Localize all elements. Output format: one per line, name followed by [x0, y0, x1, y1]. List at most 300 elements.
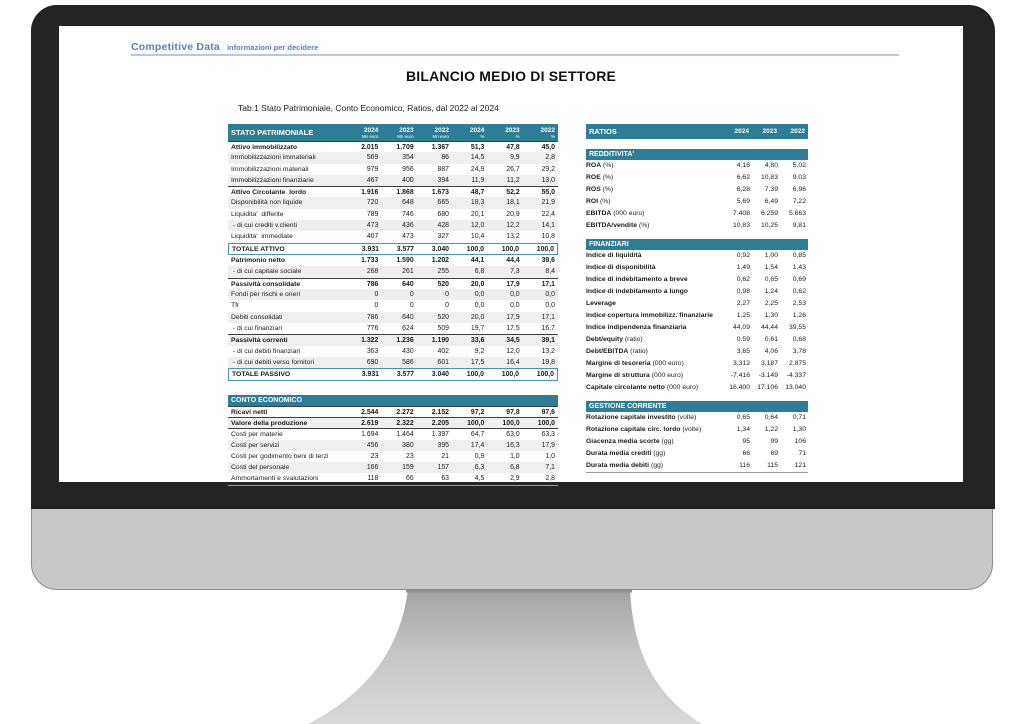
brand-name: Competitive Data — [131, 41, 220, 53]
table-row — [586, 460, 808, 472]
cell-value: 20,1 — [470, 210, 485, 218]
cell-value: 720 — [366, 199, 379, 207]
column-header — [452, 127, 487, 139]
cell-value: 9,2 — [474, 347, 485, 355]
row-label: Indice di indebitamento a lungo — [586, 288, 688, 295]
stato-patrimoniale-header — [228, 124, 558, 141]
column-header — [346, 127, 381, 139]
table-row — [228, 428, 558, 439]
cell-value: 13,2 — [541, 347, 555, 355]
row-label: Indice copertura immobilizz. finanziarie — [586, 312, 713, 319]
table-row — [228, 300, 558, 311]
cell-value: 118 — [367, 475, 379, 483]
cell-value: 3.577 — [396, 245, 414, 253]
cell-value: 9,9 — [510, 154, 520, 162]
cell-value: 601 — [437, 358, 449, 366]
table-row — [228, 175, 558, 186]
cell-value: 6,3 — [474, 464, 485, 472]
cell-value: 14,5 — [470, 154, 485, 162]
table-row — [586, 196, 808, 208]
row-label: Valore della produzione — [231, 419, 308, 427]
cell-value: 0,68 — [792, 336, 806, 343]
cell-value: 0 — [409, 291, 414, 299]
cell-value: 34,5 — [506, 337, 520, 345]
cell-value: 13.040 — [785, 384, 806, 391]
cell-value: 100,0 — [467, 419, 485, 427]
cell-value: 11,2 — [506, 176, 520, 184]
cell-value: 100,0 — [466, 245, 484, 253]
balance-sheet-column — [228, 124, 558, 486]
column-year: 2022 — [790, 128, 805, 135]
row-label: Costi per godimento beni di terzi — [231, 452, 329, 460]
table-row — [228, 462, 558, 473]
cell-value: 268 — [366, 268, 379, 276]
cell-value: 99 — [770, 438, 778, 445]
table-row — [228, 278, 558, 289]
cell-value: 0,69 — [792, 276, 806, 283]
column-header — [417, 127, 452, 139]
cell-value: 44,4 — [506, 257, 520, 265]
cell-value: 1,34 — [736, 426, 750, 433]
row-label: Durata media debiti (gg) — [586, 462, 664, 469]
cell-value: 52,2 — [506, 189, 520, 197]
stato-patrimoniale-body — [228, 141, 558, 381]
cell-value: 45,0 — [541, 144, 555, 151]
cell-value: 63,0 — [506, 431, 520, 439]
cell-value: 3.577 — [396, 371, 414, 379]
row-label: Rotazione capitale circ. lordo (volte) — [586, 426, 702, 433]
cell-value: 0,9 — [474, 452, 485, 460]
stand-neck — [308, 590, 702, 724]
table-row — [586, 250, 808, 262]
cell-value: 10,25 — [760, 222, 778, 229]
row-label: ROI (%) — [586, 198, 611, 205]
cell-value: 327 — [437, 233, 449, 241]
cell-value: 3.040 — [431, 371, 449, 379]
cell-value: 63 — [441, 475, 449, 483]
cell-value: 100,0 — [537, 419, 555, 427]
cell-value: 106 — [794, 438, 806, 445]
cell-value: 17,5 — [506, 324, 520, 332]
brand-logo — [131, 37, 318, 55]
cell-value: 3.312 — [732, 360, 750, 367]
column-year: 2024 — [363, 126, 379, 134]
cell-value: 6,49 — [764, 198, 778, 205]
section-body — [586, 250, 808, 394]
table-row — [586, 286, 808, 298]
cell-value: 48,7 — [470, 189, 485, 197]
cell-value: 5.663 — [788, 210, 806, 217]
table-row — [586, 322, 808, 334]
row-label: Ricavi netti — [231, 408, 268, 416]
cell-value: 17,9 — [541, 441, 555, 449]
row-label: - di cui finanziari — [231, 324, 282, 332]
table-row — [228, 334, 558, 345]
table-row — [228, 243, 558, 256]
cell-value: 5,02 — [792, 162, 806, 169]
cell-value: 0,0 — [545, 302, 555, 310]
row-label: ROA (%) — [586, 162, 614, 169]
row-label: Immobilizzazioni materiali — [231, 165, 309, 173]
cell-value: 12,0 — [506, 347, 520, 355]
row-label: EBITDA (000 euro) — [586, 210, 645, 217]
cell-value: 157 — [437, 464, 449, 472]
cell-value: 1,24 — [764, 288, 778, 295]
table-row — [228, 220, 558, 231]
row-label: Debt/equity (ratio) — [586, 336, 643, 343]
cell-value: 0,62 — [792, 288, 806, 295]
cell-value: 1.464 — [396, 431, 414, 439]
cell-value: 1,30 — [764, 312, 778, 319]
cell-value: 0,85 — [792, 252, 806, 259]
cell-value: 979 — [366, 165, 379, 173]
cell-value: 100,0 — [466, 371, 484, 379]
table-row — [586, 346, 808, 358]
column-header — [381, 127, 416, 139]
row-label: - di cui debiti verso fornitori — [231, 358, 315, 366]
cell-value: 2.322 — [396, 419, 414, 427]
cell-value: 380 — [402, 441, 414, 449]
cell-value: 407 — [366, 233, 379, 241]
cell-value: 1,22 — [764, 426, 778, 433]
column-unit: % — [480, 133, 485, 139]
cell-value: 363 — [366, 347, 379, 355]
cell-value: 1.202 — [431, 257, 449, 265]
table-row — [228, 152, 558, 163]
cell-value: 17,1 — [541, 313, 555, 321]
cell-value: 2,9 — [510, 475, 520, 483]
table-caption: Tab.1 Stato Patrimoniale, Conto Economico, Ratios, dal 2022 al 2024 — [238, 103, 499, 113]
row-label: Margine di struttura (000 euro) — [586, 372, 684, 379]
section-gestione-corrente — [586, 401, 808, 473]
row-label: Immobilizzazioni immateriali — [231, 154, 316, 162]
cell-value: 0,0 — [545, 291, 555, 299]
cell-value: 19,8 — [541, 358, 555, 366]
row-label: Indice di disponibilità — [586, 264, 656, 271]
column-year: 2024 — [734, 128, 749, 135]
cell-value: 2,25 — [764, 300, 778, 307]
cell-value: 1,49 — [736, 264, 750, 271]
cell-value: 1,0 — [510, 452, 520, 460]
cell-value: 12,2 — [506, 222, 520, 230]
cell-value: 255 — [437, 268, 449, 276]
cell-value: 0,65 — [736, 414, 750, 421]
table-row — [586, 310, 808, 322]
cell-value: 18,3 — [470, 199, 485, 207]
row-label: Attivo Circolante lordo — [231, 189, 307, 197]
cell-value: 7,22 — [792, 198, 806, 205]
cell-value: 100,0 — [536, 371, 554, 379]
row-label: TOTALE PASSIVO — [232, 371, 291, 379]
cell-value: 97,6 — [541, 408, 555, 416]
cell-value: 7,3 — [510, 268, 520, 276]
row-label: Leverage — [586, 300, 616, 307]
cell-value: 354 — [402, 154, 414, 162]
cell-value: 0,59 — [736, 336, 750, 343]
cell-value: 786 — [366, 313, 379, 321]
cell-value: 10,83 — [732, 222, 750, 229]
row-label: Liquidita' differite — [231, 210, 284, 218]
cell-value: 3,65 — [736, 348, 750, 355]
cell-value: 2.152 — [431, 408, 449, 416]
column-header — [487, 127, 522, 139]
cell-value: 55,0 — [541, 189, 555, 197]
table-row — [228, 368, 558, 381]
cell-value: 100,0 — [536, 245, 554, 253]
row-label: Tfr — [231, 302, 240, 310]
cell-value: 44,1 — [470, 257, 485, 265]
cell-value: 400 — [402, 176, 414, 184]
column-year: 2024 — [469, 126, 485, 134]
cell-value: 1.916 — [361, 189, 379, 197]
cell-value: 665 — [437, 199, 449, 207]
column-unit: % — [550, 133, 555, 139]
cell-value: 2,27 — [736, 300, 750, 307]
cell-value: 4,16 — [736, 162, 750, 169]
cell-value: 18,1 — [506, 199, 520, 207]
cell-value: 2.015 — [361, 144, 379, 151]
cell-value: 0,0 — [474, 302, 485, 310]
column-year: 2023 — [399, 126, 414, 134]
cell-value: 21,9 — [541, 199, 555, 207]
cell-value: 509 — [437, 324, 449, 332]
section-finanziari — [586, 239, 808, 394]
cell-value: 2.272 — [396, 408, 414, 416]
row-label: Passività consolidate — [231, 280, 301, 288]
cell-value: 520 — [437, 280, 449, 288]
cell-value: 26,7 — [506, 165, 520, 173]
cell-value: 0,0 — [474, 291, 485, 299]
monitor-screen — [59, 26, 963, 482]
cell-value: 97,8 — [506, 408, 520, 416]
table-row — [228, 451, 558, 462]
cell-value: 17,9 — [506, 313, 520, 321]
cell-value: 3.040 — [431, 245, 449, 253]
cell-value: 4,06 — [764, 348, 778, 355]
column-header — [523, 127, 558, 139]
cell-value: 690 — [366, 358, 379, 366]
cell-value: 100,0 — [501, 245, 519, 253]
table-row — [228, 209, 558, 220]
cell-value: 71 — [798, 450, 806, 457]
cell-value: 1.868 — [396, 189, 414, 197]
table-row — [228, 197, 558, 208]
cell-value: 86 — [441, 154, 449, 162]
table-row — [228, 406, 558, 417]
cell-value: 2.544 — [361, 408, 379, 416]
cell-value: 2,8 — [545, 154, 555, 162]
cell-value: 97,2 — [470, 408, 485, 416]
column-year: 2023 — [505, 126, 520, 134]
row-label: Costi per servizi — [231, 441, 280, 449]
cell-value: 0,64 — [764, 414, 778, 421]
table-row — [586, 436, 808, 448]
monitor-frame — [31, 5, 993, 590]
cell-value: 16,4 — [506, 358, 520, 366]
table-row — [228, 186, 558, 197]
conto-economico-header — [228, 395, 558, 406]
cell-value: 1,26 — [792, 312, 806, 319]
row-label: Attivo immobilizzato — [231, 144, 298, 151]
cell-value: 6,8 — [510, 464, 520, 472]
cell-value: 116 — [739, 462, 750, 469]
cell-value: 1,25 — [736, 312, 750, 319]
brand-divider — [131, 54, 899, 56]
ratios-column — [586, 124, 808, 473]
table-row — [228, 346, 558, 357]
section-body — [586, 412, 808, 472]
table-row — [228, 312, 558, 323]
cell-value: 2,53 — [792, 300, 806, 307]
row-label: Indice di liquidità — [586, 252, 642, 259]
cell-value: 1,54 — [764, 264, 778, 271]
monitor-stand — [0, 590, 1024, 724]
row-label: Margine di tesoreria (000 euro) — [586, 360, 684, 367]
cell-value: 22,4 — [541, 210, 555, 218]
cell-value: 0,71 — [792, 414, 806, 421]
cell-value: 456 — [366, 441, 379, 449]
row-label: - di cui debiti finanziari — [231, 347, 301, 355]
table-row — [586, 208, 808, 220]
stand-neck-shadow — [406, 590, 632, 593]
cell-value: 17.106 — [757, 384, 778, 391]
cell-value: 436 — [402, 222, 414, 230]
cell-value: 680 — [437, 210, 449, 218]
cell-value: 0 — [445, 302, 449, 310]
row-label: Indice indipendenza finanziaria — [586, 324, 687, 331]
cell-value: 6,28 — [736, 186, 750, 193]
cell-value: 66 — [742, 450, 750, 457]
cell-value: 1,43 — [792, 264, 806, 271]
stato-patrimoniale-title: STATO PATRIMONIALE — [231, 128, 314, 137]
cell-value: 10,4 — [470, 233, 485, 241]
cell-value: 11,9 — [471, 176, 485, 184]
cell-value: 23 — [405, 452, 414, 460]
cell-value: 394 — [437, 176, 449, 184]
cell-value: 1,30 — [792, 426, 806, 433]
cell-value: 473 — [402, 233, 414, 241]
cell-value: -7.416 — [730, 372, 750, 379]
cell-value: 159 — [402, 464, 414, 472]
row-label: Capitale circolante netto (000 euro) — [586, 384, 699, 391]
table-row — [586, 262, 808, 274]
cell-value: 4,80 — [764, 162, 778, 169]
row-label: Disponibilità non liquide — [231, 199, 303, 207]
cell-value: 1.367 — [431, 144, 449, 151]
page-title: BILANCIO MEDIO DI SETTORE — [405, 68, 617, 84]
row-label: Fondi per rischi e oneri — [231, 291, 301, 299]
cell-value: 13,2 — [506, 233, 520, 241]
cell-value: 789 — [366, 210, 379, 218]
cell-value: 6,62 — [736, 174, 750, 181]
table-row — [586, 382, 808, 394]
cell-value: 2.205 — [431, 419, 449, 427]
cell-value: 63,3 — [541, 431, 555, 439]
cell-value: 0,0 — [510, 291, 520, 299]
section-body — [586, 160, 808, 232]
cell-value: 1.673 — [431, 189, 449, 197]
cell-value: 640 — [402, 313, 414, 321]
cell-value: 64,7 — [470, 431, 485, 439]
cell-value: 23 — [370, 452, 379, 460]
cell-value: 100,0 — [501, 371, 519, 379]
table-row — [228, 141, 558, 152]
table-row — [586, 358, 808, 370]
cell-value: 16.400 — [729, 384, 750, 391]
cell-value: 569 — [366, 154, 379, 162]
cell-value: 121 — [794, 462, 806, 469]
cell-value: 0 — [445, 291, 449, 299]
cell-value: 746 — [402, 210, 414, 218]
table-row — [586, 220, 808, 232]
cell-value: 776 — [366, 324, 379, 332]
section-redditivita — [586, 149, 808, 232]
cell-value: 69 — [770, 450, 778, 457]
cell-value: 1,00 — [764, 252, 778, 259]
row-label: Patrimonio netto — [231, 257, 285, 265]
cell-value: 5,69 — [736, 198, 750, 205]
cell-value: 786 — [366, 280, 379, 288]
cell-value: 6,96 — [792, 186, 806, 193]
cell-value: 51,3 — [470, 144, 485, 151]
cell-value: 33,6 — [470, 337, 485, 345]
row-label: Immobilizzazioni finanziarie — [231, 176, 314, 184]
section-title: REDDITIVITA' — [586, 149, 808, 160]
cell-value: 1.322 — [361, 337, 379, 345]
column-year: 2022 — [434, 126, 449, 134]
cell-value: 17,1 — [541, 280, 555, 288]
table-row — [228, 440, 558, 451]
cell-value: 956 — [402, 165, 414, 173]
cell-value: 39,1 — [541, 337, 555, 345]
row-label: Liquidita' immediate — [231, 233, 293, 241]
cell-value: 520 — [437, 313, 449, 321]
row-label: EBITDA/vendite (%) — [586, 222, 650, 229]
cell-value: 0,61 — [764, 336, 778, 343]
table-row — [586, 448, 808, 460]
cell-value: 24,9 — [470, 165, 485, 173]
cell-value: 640 — [402, 280, 414, 288]
section-title: GESTIONE CORRENTE — [586, 401, 808, 412]
cell-value: 3.931 — [361, 245, 379, 253]
brand-tagline: informazioni per decidere — [226, 43, 319, 52]
cell-value: 10,83 — [760, 174, 778, 181]
cell-value: 1.694 — [361, 431, 379, 439]
row-label: Costi del personale — [231, 464, 290, 472]
row-label: Giacenza media scorte (gg) — [586, 438, 674, 445]
row-label: Passività correnti — [231, 337, 288, 345]
row-label: Indice di indebitamento a breve — [586, 276, 688, 283]
row-label: Ammortamenti e svalutazioni — [231, 475, 319, 483]
cell-value: 39,6 — [541, 257, 555, 265]
table-row — [228, 266, 558, 277]
column-year: 2023 — [762, 128, 777, 135]
cell-value: 1.590 — [396, 257, 414, 265]
cell-value: 44,44 — [760, 324, 778, 331]
cell-value: 20,9 — [506, 210, 520, 218]
cell-value: 1.709 — [396, 144, 414, 151]
row-label: Debiti consolidati — [231, 313, 283, 321]
cell-value: 6,8 — [474, 268, 485, 276]
table-row — [228, 357, 558, 368]
cell-value: 0,65 — [764, 276, 778, 283]
cell-value: 0,92 — [736, 252, 750, 259]
cell-value: 19,7 — [470, 324, 485, 332]
cell-value: 13,0 — [541, 176, 555, 184]
cell-value: 0 — [374, 302, 379, 310]
ratios-header — [586, 124, 808, 139]
cell-value: 1.190 — [431, 337, 449, 345]
